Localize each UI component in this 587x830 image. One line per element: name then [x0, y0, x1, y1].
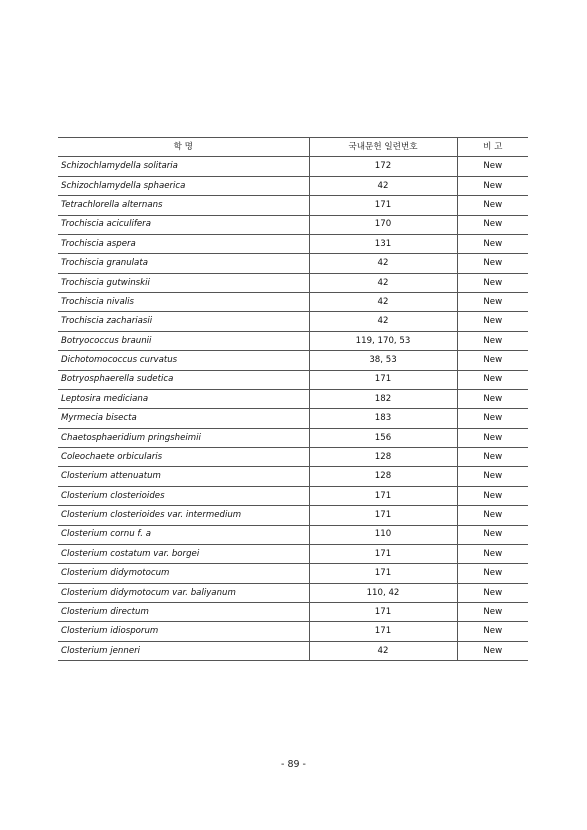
remark-cell: New — [457, 603, 528, 622]
table-row — [58, 176, 528, 195]
table-row — [58, 622, 528, 641]
remark-cell: New — [457, 622, 528, 641]
species-table-container — [58, 137, 528, 661]
header-remarks: 비 고 — [457, 138, 528, 157]
species-name-cell: Trochiscia aciculifera — [58, 215, 309, 234]
table-row — [58, 157, 528, 176]
remark-cell: New — [457, 196, 528, 215]
reference-number-cell: 38, 53 — [309, 351, 457, 370]
remark-cell: New — [457, 176, 528, 195]
remark-cell: New — [457, 486, 528, 505]
reference-number-cell: 110 — [309, 525, 457, 544]
table-row — [58, 506, 528, 525]
remark-cell: New — [457, 641, 528, 660]
table-row — [58, 448, 528, 467]
species-name-cell: Closterium jenneri — [58, 641, 309, 660]
table-row — [58, 293, 528, 312]
remark-cell: New — [457, 448, 528, 467]
table-row — [58, 312, 528, 331]
species-name-cell: Closterium didymotocum var. baliyanum — [58, 583, 309, 602]
reference-number-cell: 171 — [309, 370, 457, 389]
species-name-cell: Myrmecia bisecta — [58, 409, 309, 428]
remark-cell: New — [457, 583, 528, 602]
species-name-cell: Trochiscia granulata — [58, 254, 309, 273]
species-name-cell: Closterium attenuatum — [58, 467, 309, 486]
table-row — [58, 544, 528, 563]
table-row — [58, 389, 528, 408]
table-row — [58, 525, 528, 544]
species-name-cell: Closterium idiosporum — [58, 622, 309, 641]
remark-cell: New — [457, 273, 528, 292]
species-name-cell: Botryococcus braunii — [58, 331, 309, 350]
table-row — [58, 351, 528, 370]
remark-cell: New — [457, 467, 528, 486]
reference-number-cell: 42 — [309, 641, 457, 660]
remark-cell: New — [457, 370, 528, 389]
reference-number-cell: 171 — [309, 196, 457, 215]
table-row — [58, 564, 528, 583]
reference-number-cell: 119, 170, 53 — [309, 331, 457, 350]
table-row — [58, 254, 528, 273]
table-row — [58, 486, 528, 505]
species-name-cell: Closterium didymotocum — [58, 564, 309, 583]
table-row — [58, 331, 528, 350]
reference-number-cell: 171 — [309, 564, 457, 583]
species-name-cell: Dichotomococcus curvatus — [58, 351, 309, 370]
table-row — [58, 467, 528, 486]
species-name-cell: Closterium closterioides — [58, 486, 309, 505]
table-row — [58, 234, 528, 253]
reference-number-cell: 131 — [309, 234, 457, 253]
species-name-cell: Schizochlamydella solitaria — [58, 157, 309, 176]
species-name-cell: Closterium cornu f. a — [58, 525, 309, 544]
species-name-cell: Trochiscia aspera — [58, 234, 309, 253]
species-table — [58, 137, 528, 661]
reference-number-cell: 183 — [309, 409, 457, 428]
species-name-cell: Closterium directum — [58, 603, 309, 622]
reference-number-cell: 42 — [309, 312, 457, 331]
species-name-cell: Tetrachlorella alternans — [58, 196, 309, 215]
remark-cell: New — [457, 506, 528, 525]
header-scientific-name: 학 명 — [58, 138, 309, 157]
header-reference-number: 국내문헌 일련번호 — [309, 138, 457, 157]
remark-cell: New — [457, 254, 528, 273]
reference-number-cell: 110, 42 — [309, 583, 457, 602]
remark-cell: New — [457, 351, 528, 370]
page-number: - 89 - — [281, 759, 306, 770]
reference-number-cell: 171 — [309, 544, 457, 563]
remark-cell: New — [457, 525, 528, 544]
remark-cell: New — [457, 157, 528, 176]
reference-number-cell: 156 — [309, 428, 457, 447]
species-name-cell: Chaetosphaeridium pringsheimii — [58, 428, 309, 447]
table-header-row — [58, 138, 528, 157]
remark-cell: New — [457, 215, 528, 234]
table-row — [58, 603, 528, 622]
remark-cell: New — [457, 428, 528, 447]
reference-number-cell: 42 — [309, 254, 457, 273]
remark-cell: New — [457, 234, 528, 253]
table-row — [58, 583, 528, 602]
reference-number-cell: 42 — [309, 293, 457, 312]
remark-cell: New — [457, 409, 528, 428]
species-name-cell: Leptosira mediciana — [58, 389, 309, 408]
reference-number-cell: 128 — [309, 448, 457, 467]
species-name-cell: Closterium costatum var. borgei — [58, 544, 309, 563]
reference-number-cell: 42 — [309, 176, 457, 195]
reference-number-cell: 171 — [309, 506, 457, 525]
species-name-cell: Botryosphaerella sudetica — [58, 370, 309, 389]
reference-number-cell: 171 — [309, 486, 457, 505]
reference-number-cell: 170 — [309, 215, 457, 234]
species-name-cell: Trochiscia zachariasii — [58, 312, 309, 331]
table-row — [58, 428, 528, 447]
species-name-cell: Closterium closterioides var. intermedium — [58, 506, 309, 525]
remark-cell: New — [457, 564, 528, 583]
reference-number-cell: 172 — [309, 157, 457, 176]
table-body — [58, 157, 528, 661]
table-row — [58, 273, 528, 292]
remark-cell: New — [457, 544, 528, 563]
reference-number-cell: 182 — [309, 389, 457, 408]
reference-number-cell: 171 — [309, 603, 457, 622]
remark-cell: New — [457, 331, 528, 350]
table-row — [58, 370, 528, 389]
species-name-cell: Schizochlamydella sphaerica — [58, 176, 309, 195]
species-name-cell: Trochiscia nivalis — [58, 293, 309, 312]
species-name-cell: Trochiscia gutwinskii — [58, 273, 309, 292]
species-name-cell: Coleochaete orbicularis — [58, 448, 309, 467]
reference-number-cell: 171 — [309, 622, 457, 641]
table-row — [58, 641, 528, 660]
remark-cell: New — [457, 389, 528, 408]
table-row — [58, 409, 528, 428]
table-row — [58, 196, 528, 215]
table-row — [58, 215, 528, 234]
reference-number-cell: 128 — [309, 467, 457, 486]
remark-cell: New — [457, 293, 528, 312]
reference-number-cell: 42 — [309, 273, 457, 292]
remark-cell: New — [457, 312, 528, 331]
